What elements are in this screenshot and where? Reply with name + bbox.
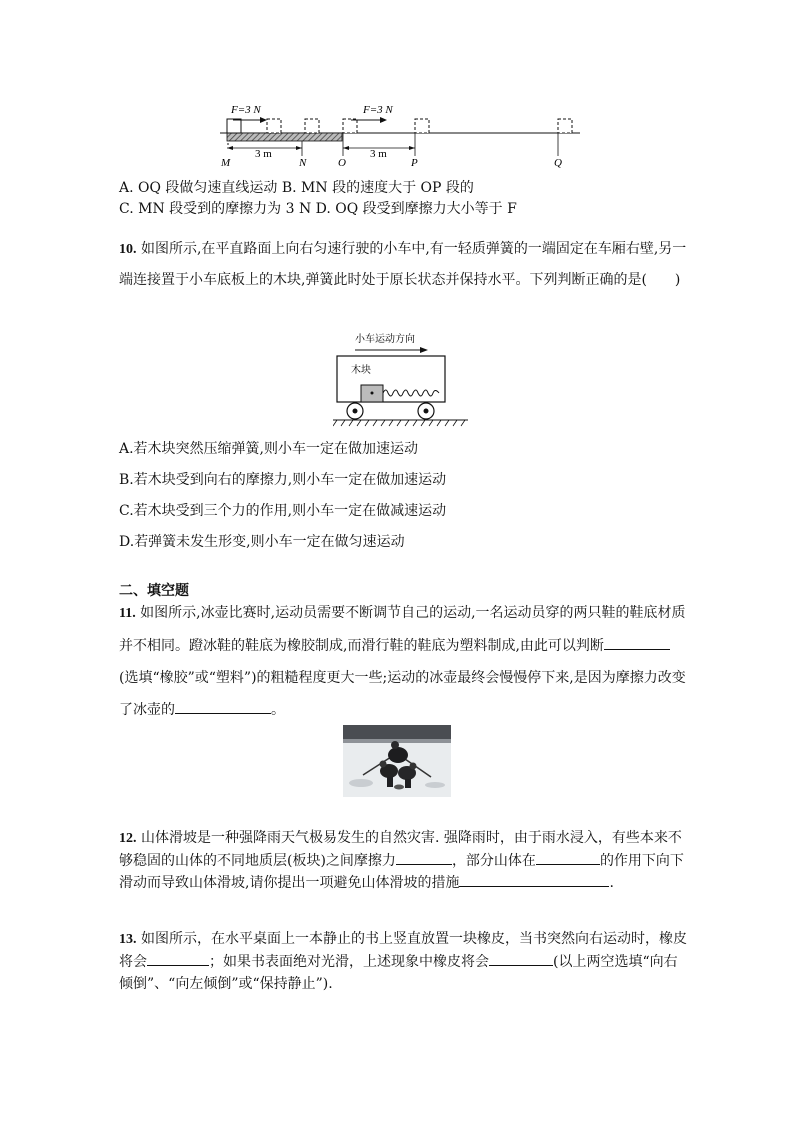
- section-heading: 二、填空题: [119, 583, 189, 599]
- question-number: 13.: [119, 932, 137, 947]
- point-label-o: O: [338, 157, 346, 169]
- answer-blank[interactable]: [147, 951, 209, 966]
- point-label-m: M: [221, 157, 231, 169]
- question-text-3: 的作用下向下滑动而导致山体滑坡,请你提出一项避免山体滑坡的措施: [119, 853, 684, 891]
- question-text-1: 如图所示,冰壶比赛时,运动员需要不断调节自己的运动,一名运动员穿的两只鞋的鞋底材质并不相同。蹬冰鞋的鞋底为橡胶制成,而滑行鞋的鞋底为塑料制成,由此可以判断: [119, 605, 686, 654]
- question-10: [119, 234, 689, 295]
- question-text-1: 如图所示，在水平桌面上一本静止的书上竖直放置一块橡皮，当书突然向右运动时，橡皮将会: [119, 931, 687, 970]
- dist-label-1: 3 m: [255, 148, 272, 160]
- point-label-n: N: [299, 157, 307, 169]
- direction-label: 小车运动方向: [355, 334, 415, 345]
- answer-blank[interactable]: [604, 635, 670, 650]
- q10-option-d: D.若弹簧未发生形变,则小车一定在做匀速运动: [119, 534, 405, 550]
- question-number: 12.: [119, 831, 137, 846]
- question-12: [119, 827, 689, 894]
- point-label-p: P: [411, 157, 418, 169]
- cart-diagram: [333, 330, 468, 428]
- q9-option-line-2: C. MN 段受到的摩擦力为 3 N D. OQ 段受到摩擦力大小等于 F: [119, 201, 517, 217]
- answer-blank[interactable]: [489, 951, 553, 966]
- answer-blank[interactable]: [459, 872, 609, 887]
- track-diagram: [215, 98, 585, 170]
- answer-blank[interactable]: [175, 699, 271, 714]
- q9-option-line-1: A. OQ 段做匀速直线运动 B. MN 段的速度大于 OP 段的: [119, 180, 474, 196]
- question-text-3: (以上两空选填“向右倾倒”、“向左倾倒”或“保持静止”).: [119, 954, 678, 992]
- block-label: 木块: [351, 365, 371, 376]
- answer-blank[interactable]: [396, 850, 452, 865]
- point-label-q: Q: [554, 157, 562, 169]
- question-text-4: .: [609, 875, 614, 891]
- question-text-2: ；如果书表面绝对光滑，上述现象中橡皮将会: [209, 954, 489, 970]
- answer-blank[interactable]: [536, 850, 600, 865]
- curling-photo: [343, 725, 451, 797]
- force-label-1: F=3 N: [231, 104, 261, 116]
- question-text-3: 。: [271, 702, 285, 718]
- question-11: [119, 597, 689, 726]
- question-text-2: ，部分山体在: [451, 853, 536, 869]
- question-number: 10.: [119, 242, 137, 257]
- force-label-2: F=3 N: [363, 104, 393, 116]
- dist-label-2: 3 m: [370, 148, 387, 160]
- question-text-1: 山体滑坡是一种强降雨天气极易发生的自然灾害. 强降雨时，由于雨水浸入，有些本来不够稳固的山体的不同地质层(板块)之间摩擦力: [119, 830, 682, 869]
- question-13: [119, 928, 689, 995]
- question-number: 11.: [119, 606, 136, 621]
- q10-option-a: A.若木块突然压缩弹簧,则小车一定在做加速运动: [119, 441, 419, 457]
- q10-option-c: C.若木块受到三个力的作用,则小车一定在做减速运动: [119, 503, 447, 519]
- question-text: 如图所示,在平直路面上向右匀速行驶的小车中,有一轻质弹簧的一端固定在车厢右壁,另一端连接置于小车底板上的木块,弹簧此时处于原长状态并保持水平。下列判断正确的是( ): [119, 241, 687, 288]
- question-text-2: (选填“橡胶”或“塑料”)的粗糙程度更大一些;运动的冰壶最终会慢慢停下来,是因为摩擦力改变了冰壶的: [119, 670, 686, 718]
- q10-option-b: B.若木块受到向右的摩擦力,则小车一定在做加速运动: [119, 472, 447, 488]
